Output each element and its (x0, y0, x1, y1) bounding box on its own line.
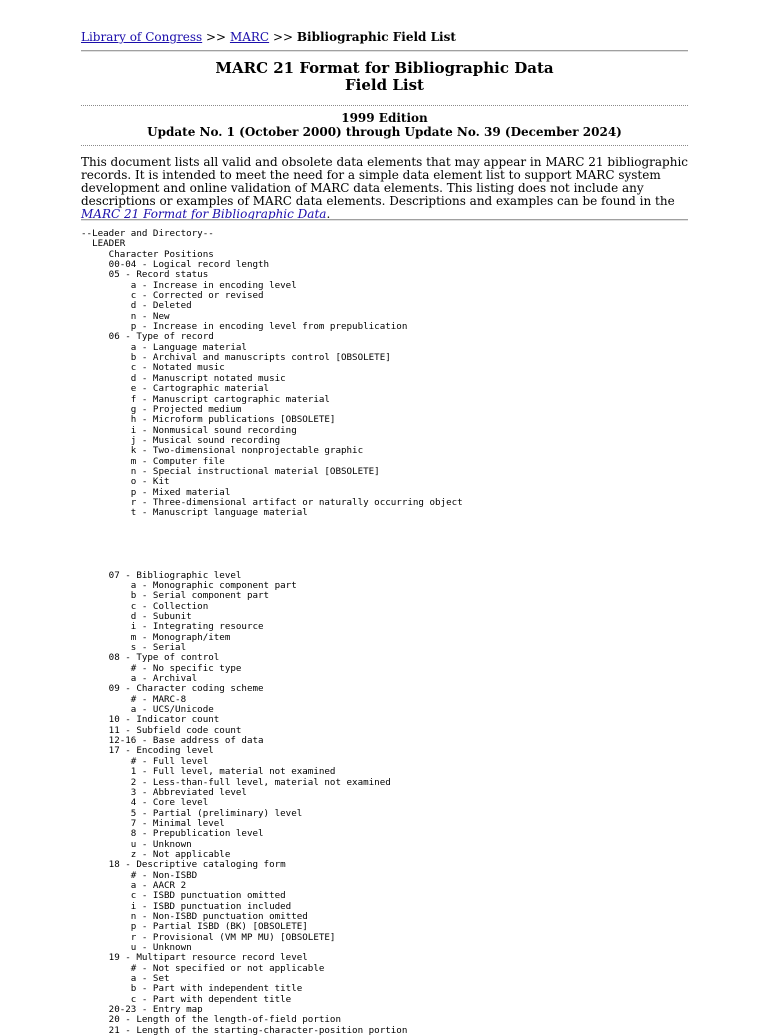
listing-line: 21 - Length of the starting-character-position portion (81, 1024, 408, 1036)
listing-line: c - Collection (81, 600, 209, 612)
listing-line: o - Kit (81, 476, 170, 488)
listing-line: 5 - Partial (preliminary) level (81, 807, 303, 819)
listing-line: 00-04 - Logical record length (81, 259, 270, 271)
listing-line: 2 - Less-than-full level, material not examined (81, 776, 391, 788)
leader-listing-part-1 (81, 229, 463, 519)
listing-line: n - New (81, 310, 170, 322)
listing-line: b - Archival and manuscripts control [OBSOLETE] (81, 352, 391, 364)
listing-line: u - Unknown (81, 838, 192, 850)
listing-line: a - Archival (81, 673, 198, 685)
intro-text: This document lists all valid and obsolete data elements that may appear in MARC 21 bibliographic records. It is intended to meet the need for a simple data element list to support MARC system development and online validation of MARC data elements. This listing does not include any descriptions or examples of MARC data elements. Descriptions and examples can be found in the (81, 155, 689, 208)
listing-line: a - Set (81, 973, 170, 985)
breadcrumb (81, 30, 456, 45)
update-range-line: Update No. 1 (October 2000) through Update No. 39 (December 2024) (147, 125, 622, 139)
listing-line: n - Non-ISBD punctuation omitted (81, 910, 308, 922)
listing-line: 07 - Bibliographic level (81, 569, 242, 581)
listing-line: d - Subunit (81, 611, 192, 622)
listing-line: a - Increase in encoding level (81, 279, 297, 291)
listing-line: t - Manuscript language material (81, 507, 308, 519)
listing-line: 06 - Type of record (81, 331, 214, 343)
listing-line: 11 - Subfield code count (81, 724, 242, 736)
listing-line: LEADER (81, 238, 126, 250)
page-title-line-2: Field List (345, 76, 424, 94)
breadcrumb-separator: >> (272, 30, 294, 44)
leader-listing-part-2 (81, 571, 463, 1036)
intro-paragraph (81, 156, 691, 221)
listing-line: b - Serial component part (81, 590, 270, 602)
divider (81, 219, 688, 220)
listing-line: e - Cartographic material (81, 383, 270, 395)
field-listing (81, 229, 463, 1036)
listing-line: a - UCS/Unicode (81, 704, 214, 716)
listing-line: r - Provisional (VM MP MU) [OBSOLETE] (81, 931, 336, 943)
listing-line: # - MARC-8 (81, 693, 187, 705)
listing-line: 20-23 - Entry map (81, 1004, 203, 1016)
listing-line: d - Manuscript notated music (81, 372, 286, 384)
divider (81, 105, 688, 106)
listing-line: 1 - Full level, material not examined (81, 766, 336, 778)
listing-line: b - Part with independent title (81, 983, 303, 995)
listing-line: 10 - Indicator count (81, 714, 220, 726)
breadcrumb-separator: >> (206, 30, 227, 44)
listing-line: j - Musical sound recording (81, 434, 281, 446)
listing-line: i - ISBD punctuation included (81, 900, 292, 912)
listing-line: s - Serial (81, 642, 187, 654)
listing-line: 08 - Type of control (81, 652, 220, 664)
listing-line: 4 - Core level (81, 797, 209, 809)
divider (81, 50, 688, 51)
listing-line: 17 - Encoding level (81, 745, 214, 757)
listing-line: 18 - Descriptive cataloging form (81, 859, 286, 871)
listing-line: 7 - Minimal level (81, 817, 225, 829)
listing-gap (81, 519, 463, 571)
breadcrumb-link-library-of-congress[interactable]: Library of Congress (81, 30, 203, 44)
listing-line: p - Increase in encoding level from prepublication (81, 321, 408, 333)
listing-line: 8 - Prepublication level (81, 828, 264, 840)
intro-text-end: . (326, 207, 331, 221)
marc21-format-link[interactable]: MARC 21 Format for Bibliographic Data (81, 207, 327, 221)
edition-info (81, 111, 688, 139)
listing-line: # - Non-ISBD (81, 869, 198, 881)
listing-line: # - Full level (81, 755, 209, 767)
listing-line: # - No specific type (81, 662, 242, 674)
listing-line: a - AACR 2 (81, 879, 187, 891)
divider (81, 145, 688, 146)
listing-line: a - Language material (81, 341, 247, 353)
listing-line: g - Projected medium (81, 403, 242, 415)
page-title (81, 60, 688, 94)
listing-line: 19 - Multipart resource record level (81, 952, 308, 964)
listing-line: 05 - Record status (81, 269, 209, 281)
listing-line: 3 - Abbreviated level (81, 786, 247, 798)
listing-line: c - Corrected or revised (81, 290, 264, 302)
listing-line: r - Three-dimensional artifact or naturally occurring object (81, 496, 463, 508)
breadcrumb-current-page: Bibliographic Field List (296, 30, 456, 44)
listing-line: z - Not applicable (81, 848, 231, 860)
listing-line: c - ISBD punctuation omitted (81, 890, 286, 902)
listing-line: 20 - Length of the length-of-field portion (81, 1014, 341, 1026)
listing-line: p - Partial ISBD (BK) [OBSOLETE] (81, 921, 308, 933)
listing-line: --Leader and Directory-- (81, 228, 214, 239)
listing-line: c - Notated music (81, 362, 225, 374)
listing-line: 12-16 - Base address of data (81, 735, 264, 747)
listing-line: i - Nonmusical sound recording (81, 424, 297, 436)
edition-line: 1999 Edition (341, 111, 428, 125)
listing-line: a - Monographic component part (81, 579, 297, 591)
listing-line: h - Microform publications [OBSOLETE] (81, 414, 336, 426)
page-title-line-1: MARC 21 Format for Bibliographic Data (215, 59, 554, 77)
listing-line: m - Computer file (81, 455, 225, 467)
listing-line: m - Monograph/item (81, 631, 231, 643)
listing-line: Character Positions (81, 248, 214, 260)
listing-line: u - Unknown (81, 942, 192, 953)
listing-line: # - Not specified or not applicable (81, 962, 325, 974)
breadcrumb-link-marc[interactable]: MARC (229, 30, 270, 44)
listing-line: p - Mixed material (81, 486, 231, 498)
listing-line: d - Deleted (81, 300, 192, 312)
listing-line: c - Part with dependent title (81, 993, 292, 1005)
listing-line: f - Manuscript cartographic material (81, 393, 330, 405)
listing-line: k - Two-dimensional nonprojectable graphic (81, 445, 364, 457)
listing-line: 09 - Character coding scheme (81, 683, 264, 695)
listing-line: n - Special instructional material [OBSOLETE] (81, 465, 380, 477)
listing-line: i - Integrating resource (81, 621, 264, 633)
